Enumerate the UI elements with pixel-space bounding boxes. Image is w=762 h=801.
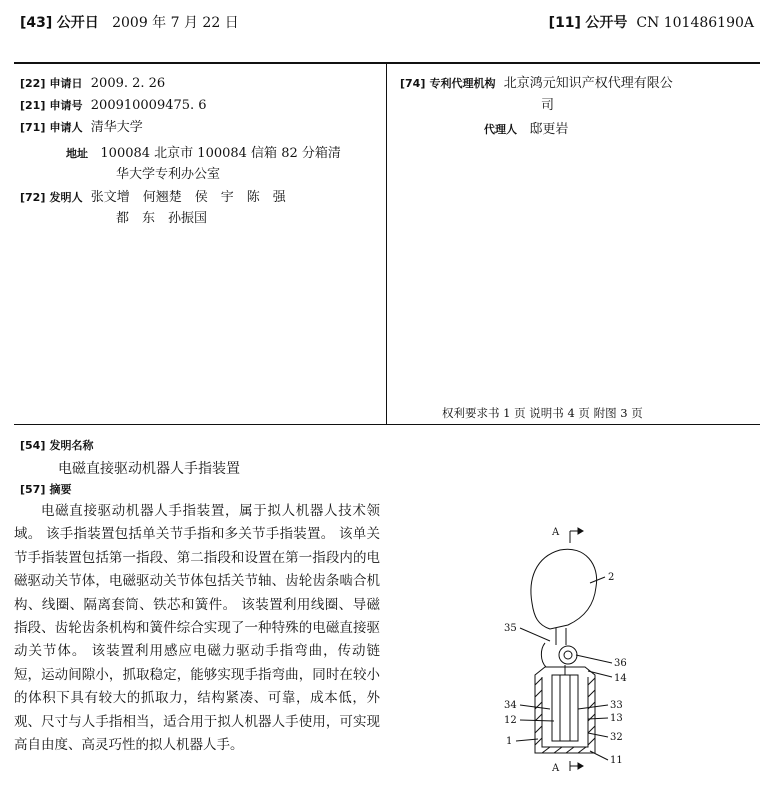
agent-label: 代理人 <box>484 123 517 136</box>
address-label: 地址 <box>66 147 88 160</box>
app-date-row <box>20 74 165 93</box>
abstract-heading <box>20 480 72 499</box>
pub-date-code: [43] <box>20 15 53 31</box>
app-no-code: [21] <box>20 99 46 112</box>
app-no-label: 申请号 <box>49 99 83 112</box>
inventors-line2: 都 东 孙振国 <box>116 211 208 226</box>
abstract-label: 摘要 <box>49 483 72 496</box>
address-row <box>66 144 341 163</box>
label-13: 13 <box>610 713 623 724</box>
label-34: 34 <box>504 700 517 711</box>
agency-row-2 <box>541 96 554 115</box>
abstract-body <box>14 500 380 757</box>
address-line2: 华大学专利办公室 <box>116 167 221 182</box>
agency-code: [74] <box>400 77 426 90</box>
agency-line1: 北京鸿元知识产权代理有限公 <box>503 76 673 91</box>
pub-date <box>20 12 239 32</box>
pages-summary: 权利要求书 1 页 说明书 4 页 附图 3 页 <box>442 406 643 420</box>
agency-row <box>400 74 673 93</box>
label-36: 36 <box>614 658 627 669</box>
invention-title: 电磁直接驱动机器人手指装置 <box>58 461 240 477</box>
app-date-value: 2009. 2. 26 <box>90 76 166 91</box>
pub-date-label: 公开日 <box>56 15 99 31</box>
pub-date-value: 2009 年 7 月 22 日 <box>112 15 239 31</box>
abstract-text: 电磁直接驱动机器人手指装置，属于拟人机器人技术领域。 该手指装置包括单关节手指和多关节手指装置。 该单关节手指装置包括第一指段、第二指段和设置在第一指段内的电磁驱动关节体，电磁驱动关节体包括关节轴、齿轮齿条啮合机构、线圈、隔离套筒、铁芯和簧件。 该装置利用线圈、导磁指段、齿轮齿条机构和簧件综合实现了一种特殊的电磁直接驱动关节体。 该装置利用感应电磁力驱动手指弯曲，传动链短，运动间隙小，抓取稳定，能够实现手指弯曲，同时在较小的体积下具有较大的抓取力，结构紧凑、可靠，成本低，外观、尺寸与人手指相当，适合用于拟人机器人手使用，可实现高自由度、高灵巧性的拟人机器人手。 <box>14 503 380 754</box>
label-11: 11 <box>610 755 623 766</box>
inventors-row <box>20 188 286 207</box>
joint-gear <box>559 646 577 664</box>
app-no-value: 200910009475. 6 <box>90 98 207 113</box>
applicant-row <box>20 118 143 137</box>
label-1: 1 <box>506 736 513 747</box>
address-row-2 <box>116 165 220 184</box>
applicant-label: 申请人 <box>49 121 83 134</box>
abstract-code: [57] <box>20 483 46 496</box>
section-label-bottom: A <box>552 763 560 774</box>
label-12: 12 <box>504 715 517 726</box>
patent-figure <box>490 525 640 775</box>
app-date-code: [22] <box>20 77 46 90</box>
pub-number <box>549 12 754 32</box>
address-line1: 100084 北京市 100084 信箱 82 分箱清 <box>100 146 341 161</box>
label-14: 14 <box>614 673 627 684</box>
inventors-code: [72] <box>20 191 46 204</box>
finger-segment-1 <box>535 667 595 753</box>
coil <box>552 675 578 741</box>
applicant-code: [71] <box>20 121 46 134</box>
middle-rule <box>14 424 760 425</box>
pub-no-code: [11] <box>548 15 581 31</box>
title-heading <box>20 436 94 455</box>
app-no-row <box>20 96 207 115</box>
column-divider <box>386 64 387 424</box>
section-label-top: A <box>552 527 560 538</box>
label-32: 32 <box>610 732 623 743</box>
inventors-row-2 <box>116 209 207 228</box>
agency-line2: 司 <box>541 98 555 113</box>
pub-no-value: CN 101486190A <box>636 15 754 31</box>
title-code: [54] <box>20 439 46 452</box>
agent-row <box>484 120 568 139</box>
label-33: 33 <box>610 700 623 711</box>
label-2: 2 <box>608 572 615 583</box>
agency-label: 专利代理机构 <box>429 77 496 90</box>
app-date-label: 申请日 <box>49 77 83 90</box>
applicant-value: 清华大学 <box>90 120 143 135</box>
inventors-line1: 张文增 何翘楚 侯 宇 陈 强 <box>90 190 286 205</box>
inventors-label: 发明人 <box>49 191 83 204</box>
finger-segment-2 <box>531 549 597 629</box>
pub-no-label: 公开号 <box>585 15 628 31</box>
agent-value: 邸更岩 <box>529 122 569 137</box>
top-rule <box>14 62 760 64</box>
title-label: 发明名称 <box>49 439 94 452</box>
label-35: 35 <box>504 623 517 634</box>
